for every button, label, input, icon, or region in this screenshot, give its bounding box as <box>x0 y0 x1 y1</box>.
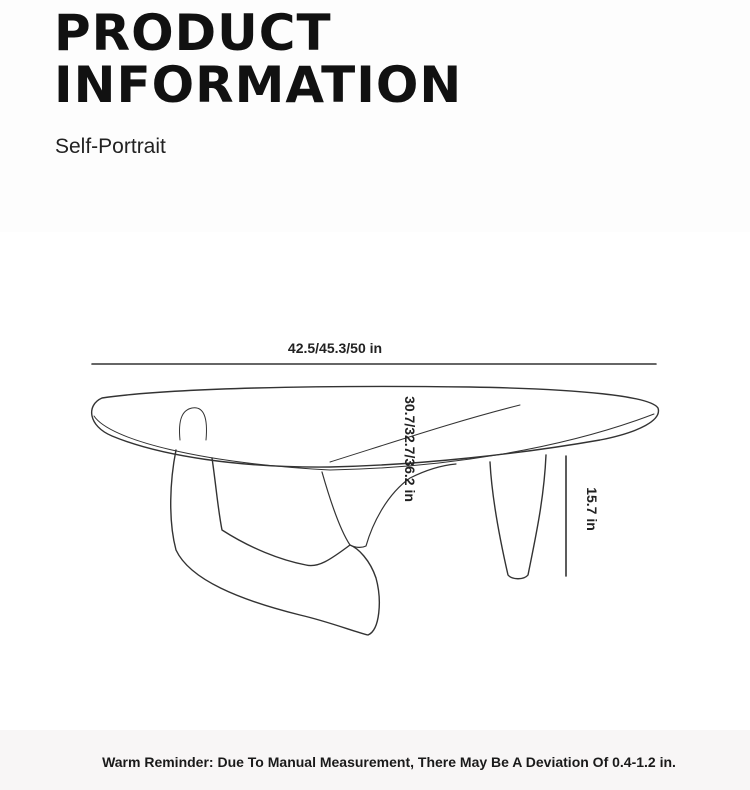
page-title-line-1: PRODUCT <box>54 4 332 62</box>
warm-reminder: Warm Reminder: Due To Manual Measurement, There May Be A Deviation Of 0.4-1.2 in. <box>102 754 676 770</box>
header-section <box>0 0 750 232</box>
center-leg <box>322 464 456 547</box>
page-title-line-2: INFORMATION <box>54 56 463 114</box>
far-leg-right <box>330 405 520 462</box>
footer-section <box>0 730 750 790</box>
far-leg-left <box>180 408 207 440</box>
width-dimension-label: 42.5/45.3/50 in <box>287 340 383 356</box>
product-name: Self-Portrait <box>55 135 166 158</box>
depth-dimension-label: 30.7/32.7/36.2 in <box>402 396 418 502</box>
height-dimension-label: 15.7 in <box>584 487 600 531</box>
table-line-drawing <box>0 232 750 730</box>
glass-top-outer <box>92 386 659 467</box>
glass-top-inner-right <box>330 414 654 470</box>
right-leg <box>490 455 546 579</box>
